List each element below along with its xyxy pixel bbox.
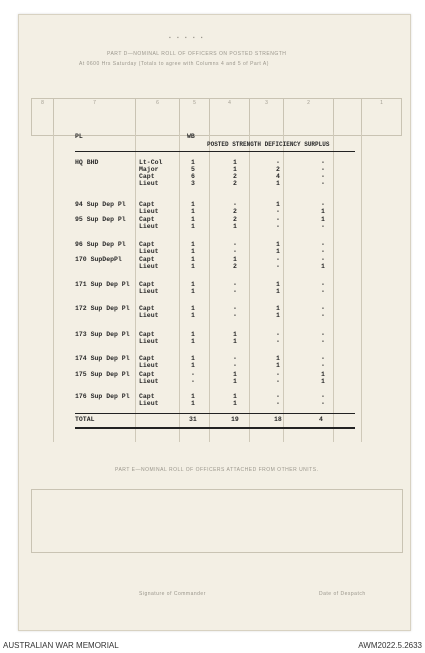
row-deficiency: -: [276, 216, 280, 223]
row-strength: 1: [233, 166, 237, 173]
row-strength: 1: [233, 338, 237, 345]
header-underline: [75, 151, 355, 152]
row-surplus: -: [321, 288, 325, 295]
row-surplus: -: [321, 281, 325, 288]
row-deficiency: -: [276, 223, 280, 230]
row-rank: Lieut: [139, 223, 159, 230]
row-posted: 1: [191, 216, 195, 223]
row-deficiency: 1: [276, 180, 280, 187]
row-deficiency: 1: [276, 248, 280, 255]
row-deficiency: -: [276, 159, 280, 166]
row-posted: 1: [191, 241, 195, 248]
row-unit: 96 Sup Dep Pl: [75, 241, 126, 248]
part-d-title: PART D—NOMINAL ROLL OF OFFICERS ON POSTED STRENGTH: [107, 51, 287, 57]
row-surplus: -: [321, 166, 325, 173]
row-rank: Lieut: [139, 248, 159, 255]
row-strength: -: [233, 288, 237, 295]
row-strength: -: [233, 281, 237, 288]
row-strength: -: [233, 362, 237, 369]
row-posted: 1: [191, 288, 195, 295]
row-strength: 1: [233, 223, 237, 230]
column-rule: [53, 132, 54, 442]
roll-header-table: 8 7 6 5 4 3 2 1: [31, 98, 402, 136]
row-surplus: -: [321, 159, 325, 166]
row-surplus: 1: [321, 208, 325, 215]
total-surplus: 4: [319, 416, 323, 423]
row-posted: 1: [191, 256, 195, 263]
row-rank: Capt: [139, 173, 155, 180]
row-strength: -: [233, 305, 237, 312]
total-strength: 19: [231, 416, 239, 423]
row-deficiency: -: [276, 208, 280, 215]
total-deficiency: 18: [274, 416, 282, 423]
row-strength: -: [233, 248, 237, 255]
row-posted: 1: [191, 312, 195, 319]
row-strength: -: [233, 312, 237, 319]
row-rank: Capt: [139, 201, 155, 208]
row-posted: -: [191, 371, 195, 378]
row-unit: HQ BHD: [75, 159, 99, 166]
row-deficiency: -: [276, 338, 280, 345]
row-surplus: 1: [321, 216, 325, 223]
row-posted: 1: [191, 248, 195, 255]
row-surplus: 1: [321, 371, 325, 378]
form-header: ▪ ▪ ▪ ▪ ▪: [169, 35, 204, 41]
row-unit: 172 Sup Dep Pl: [75, 305, 130, 312]
row-strength: 1: [233, 256, 237, 263]
row-posted: 6: [191, 173, 195, 180]
row-strength: 2: [233, 173, 237, 180]
row-deficiency: -: [276, 263, 280, 270]
row-unit: 171 Sup Dep Pl: [75, 281, 130, 288]
column-rule: [135, 132, 136, 442]
row-deficiency: -: [276, 378, 280, 385]
row-unit: 175 Sup Dep Pl: [75, 371, 130, 378]
row-rank: Lt-Col: [139, 159, 163, 166]
row-deficiency: 2: [276, 166, 280, 173]
row-strength: 1: [233, 159, 237, 166]
row-unit: 170 SupDepPl: [75, 256, 122, 263]
row-rank: Lieut: [139, 263, 159, 270]
row-surplus: -: [321, 393, 325, 400]
row-deficiency: 1: [276, 281, 280, 288]
row-rank: Lieut: [139, 338, 159, 345]
signature-label: Signature of Commander: [139, 591, 206, 597]
row-unit: 94 Sup Dep Pl: [75, 201, 126, 208]
row-unit: 173 Sup Dep Pl: [75, 331, 130, 338]
date-label: Date of Despatch: [319, 591, 366, 597]
row-strength: 2: [233, 208, 237, 215]
row-strength: -: [233, 241, 237, 248]
row-posted: 1: [191, 223, 195, 230]
row-posted: 1: [191, 281, 195, 288]
row-posted: 1: [191, 400, 195, 407]
part-e-title: PART E—NOMINAL ROLL OF OFFICERS ATTACHED FROM OTHER UNITS.: [115, 467, 319, 473]
row-rank: Capt: [139, 256, 155, 263]
wb-label: WB: [187, 133, 195, 140]
row-posted: 1: [191, 208, 195, 215]
row-rank: Lieut: [139, 288, 159, 295]
footer-institution: AUSTRALIAN WAR MEMORIAL: [3, 641, 119, 650]
row-deficiency: 1: [276, 241, 280, 248]
row-posted: 1: [191, 362, 195, 369]
row-surplus: -: [321, 173, 325, 180]
row-surplus: -: [321, 338, 325, 345]
row-posted: 1: [191, 305, 195, 312]
total-posted: 31: [189, 416, 197, 423]
row-surplus: -: [321, 256, 325, 263]
row-rank: Lieut: [139, 362, 159, 369]
row-deficiency: -: [276, 393, 280, 400]
total-label: TOTAL: [75, 416, 95, 423]
footer-catalog-id: AWM2022.5.2633: [358, 641, 422, 650]
column-rule: [333, 132, 334, 442]
row-deficiency: 4: [276, 173, 280, 180]
row-surplus: -: [321, 241, 325, 248]
row-rank: Capt: [139, 355, 155, 362]
row-deficiency: 1: [276, 305, 280, 312]
row-posted: 1: [191, 331, 195, 338]
row-rank: Capt: [139, 305, 155, 312]
pl-label: PL: [75, 133, 83, 140]
row-surplus: -: [321, 400, 325, 407]
row-rank: Lieut: [139, 378, 159, 385]
row-rank: Capt: [139, 281, 155, 288]
row-unit: 174 Sup Dep Pl: [75, 355, 130, 362]
row-unit: 95 Sup Dep Pl: [75, 216, 126, 223]
row-posted: 1: [191, 263, 195, 270]
column-rule: [209, 132, 210, 442]
row-strength: 2: [233, 216, 237, 223]
row-strength: 1: [233, 400, 237, 407]
row-rank: Major: [139, 166, 159, 173]
strength-header: POSTED STRENGTH DEFICIENCY SURPLUS: [207, 141, 330, 148]
row-rank: Lieut: [139, 312, 159, 319]
row-deficiency: 1: [276, 312, 280, 319]
row-strength: -: [233, 355, 237, 362]
row-surplus: -: [321, 355, 325, 362]
row-deficiency: 1: [276, 355, 280, 362]
column-rule: [179, 132, 180, 442]
row-deficiency: -: [276, 400, 280, 407]
row-deficiency: -: [276, 331, 280, 338]
document-sheet: [18, 14, 411, 631]
row-rank: Lieut: [139, 208, 159, 215]
row-posted: 1: [191, 338, 195, 345]
row-posted: 1: [191, 355, 195, 362]
row-strength: 2: [233, 263, 237, 270]
row-deficiency: -: [276, 371, 280, 378]
column-rule: [361, 132, 362, 442]
row-deficiency: 1: [276, 362, 280, 369]
row-surplus: 1: [321, 378, 325, 385]
row-deficiency: -: [276, 256, 280, 263]
row-surplus: -: [321, 180, 325, 187]
column-rule: [283, 132, 284, 442]
row-surplus: -: [321, 331, 325, 338]
row-rank: Capt: [139, 371, 155, 378]
row-surplus: -: [321, 248, 325, 255]
row-rank: Lieut: [139, 180, 159, 187]
row-posted: -: [191, 378, 195, 385]
row-posted: 1: [191, 159, 195, 166]
row-unit: 176 Sup Dep Pl: [75, 393, 130, 400]
total-rule: [75, 413, 355, 414]
header-subtitle: At 0600 Hrs Saturday (Totals to agree with Columns 4 and 5 of Part A): [79, 61, 269, 67]
row-rank: Capt: [139, 216, 155, 223]
row-strength: 1: [233, 331, 237, 338]
row-surplus: -: [321, 362, 325, 369]
footer-bar: [0, 640, 425, 653]
row-posted: 1: [191, 393, 195, 400]
row-posted: 1: [191, 201, 195, 208]
row-surplus: -: [321, 305, 325, 312]
row-surplus: -: [321, 312, 325, 319]
part-e-table: [31, 489, 403, 553]
row-posted: 3: [191, 180, 195, 187]
row-deficiency: 1: [276, 201, 280, 208]
row-strength: 1: [233, 393, 237, 400]
column-rule: [249, 132, 250, 442]
row-strength: -: [233, 201, 237, 208]
row-strength: 1: [233, 371, 237, 378]
row-rank: Lieut: [139, 400, 159, 407]
row-surplus: -: [321, 223, 325, 230]
total-double-rule: [75, 427, 355, 429]
row-strength: 1: [233, 378, 237, 385]
row-posted: 5: [191, 166, 195, 173]
row-rank: Capt: [139, 241, 155, 248]
row-deficiency: 1: [276, 288, 280, 295]
row-rank: Capt: [139, 331, 155, 338]
row-rank: Capt: [139, 393, 155, 400]
row-surplus: 1: [321, 263, 325, 270]
row-surplus: -: [321, 201, 325, 208]
row-strength: 2: [233, 180, 237, 187]
